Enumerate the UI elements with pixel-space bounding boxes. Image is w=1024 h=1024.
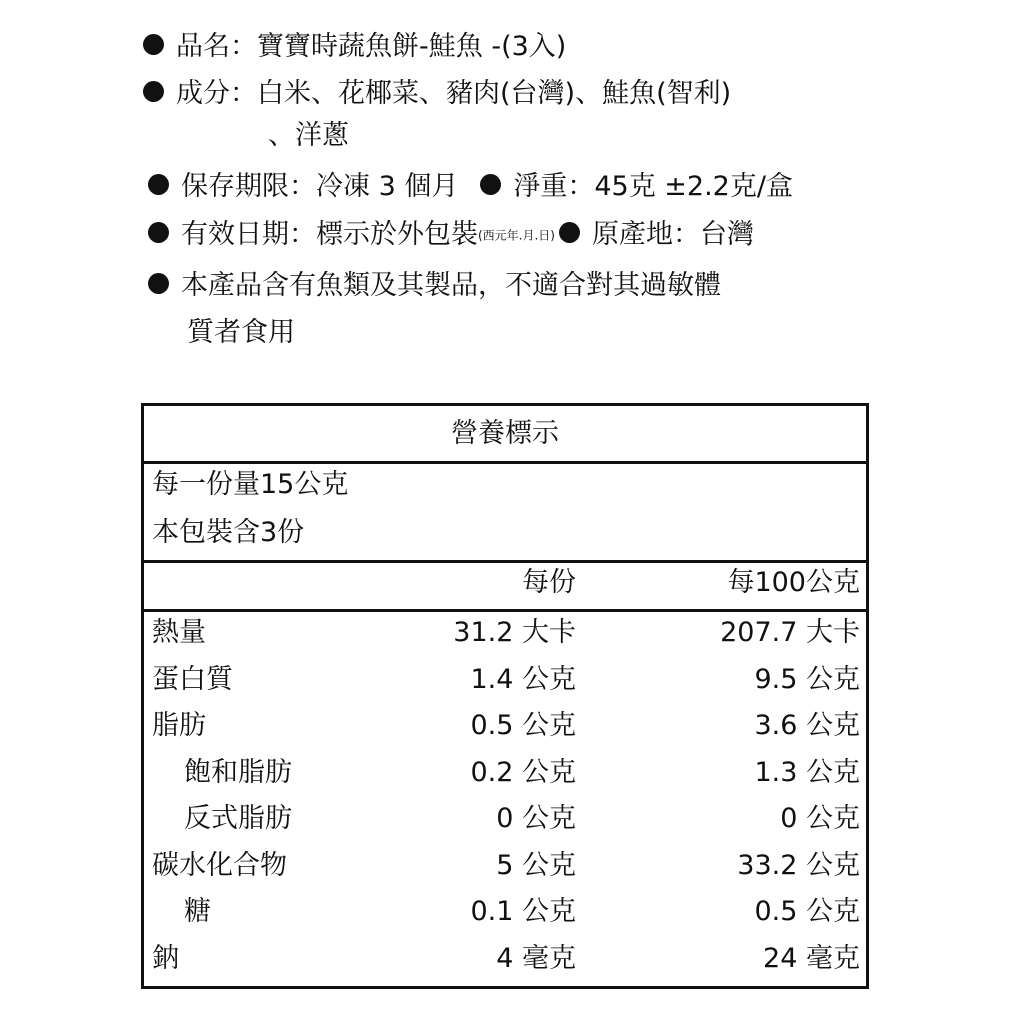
bullet-icon (143, 81, 164, 102)
nutrient-per-serving: 0 公克 (496, 803, 576, 834)
nutrient-per-100g: 1.3 公克 (754, 756, 860, 788)
table-row (144, 849, 866, 895)
ingredients-line-2: 、洋蔥 (268, 120, 349, 151)
product-name-value: 寶寶時蔬魚餅-鮭魚 -(3入) (257, 31, 567, 62)
nutrient-per-serving: 1.4 公克 (470, 663, 576, 695)
allergen-line (148, 269, 721, 303)
nutrient-per-serving: 0.2 公克 (470, 756, 576, 788)
nutrient-per-serving: 0.1 公克 (470, 896, 576, 927)
allergen-text: 本產品含有魚類及其製品，不適合對其過敏體 (181, 270, 721, 301)
table-row (144, 756, 866, 802)
nutrient-per-100g: 3.6 公克 (754, 710, 860, 741)
nutrient-name: 熱量 (152, 617, 206, 648)
product-name-label: 品名： (176, 31, 257, 62)
nutrient-per-serving: 4 毫克 (496, 942, 576, 974)
product-name-line (143, 30, 566, 64)
table-row (144, 802, 866, 848)
nutrient-name: 反式脂肪 (184, 803, 292, 834)
shelf-life-value: 冷凍 3 個月 (316, 171, 459, 202)
bullet-icon (143, 34, 164, 55)
divider (144, 609, 866, 612)
table-row (144, 942, 866, 988)
net-weight-label: 淨重： (513, 171, 595, 202)
serving-size: 每一份量15公克 (152, 469, 349, 500)
expiry-value: 標示於外包裝 (316, 219, 478, 250)
nutrition-table (141, 403, 869, 989)
nutrient-name: 脂肪 (152, 710, 206, 741)
bullet-icon (480, 174, 501, 195)
expiry-note: (西元年.月.日) (478, 228, 555, 243)
table-row (144, 616, 866, 662)
nutrient-name: 糖 (184, 896, 211, 927)
table-row (144, 663, 866, 709)
bullet-icon (148, 222, 169, 243)
nutrient-per-serving: 31.2 大卡 (453, 617, 576, 648)
bullet-icon (148, 174, 169, 195)
nutrition-title: 營養標示 (451, 418, 559, 449)
ingredients-label: 成分： (176, 78, 257, 109)
origin-label: 原產地： (592, 219, 700, 250)
nutrient-per-100g: 33.2 公克 (737, 849, 860, 881)
table-row (144, 709, 866, 755)
nutrient-per-100g: 0.5 公克 (754, 896, 860, 927)
nutrient-name: 鈉 (152, 942, 179, 974)
col-per-serving: 每份 (522, 567, 576, 598)
shelf-life-line (148, 170, 793, 204)
bullet-icon (148, 273, 169, 294)
nutrient-name: 碳水化合物 (152, 849, 287, 881)
nutrient-per-100g: 9.5 公克 (754, 663, 860, 695)
bullet-icon (559, 222, 580, 243)
nutrient-per-100g: 207.7 大卡 (720, 617, 860, 648)
table-row (144, 895, 866, 941)
expiry-label: 有效日期： (181, 219, 316, 250)
origin-value: 台灣 (700, 219, 754, 250)
allergen-line-2: 質者食用 (187, 317, 295, 348)
ingredients-value: 白米、花椰菜、豬肉(台灣)、鮭魚(智利) (257, 78, 732, 109)
col-per-100g: 每100公克 (727, 567, 860, 598)
nutrient-name: 蛋白質 (152, 663, 233, 695)
nutrient-per-serving: 0.5 公克 (470, 710, 576, 741)
nutrient-name: 飽和脂肪 (184, 756, 292, 788)
ingredients-line (143, 77, 731, 111)
shelf-life-label: 保存期限： (181, 171, 316, 202)
divider (144, 560, 866, 563)
net-weight-value: 45克 ±2.2克/盒 (594, 171, 793, 202)
servings-per-pack: 本包裝含3份 (152, 517, 305, 548)
expiry-line (148, 218, 754, 253)
nutrient-per-100g: 0 公克 (780, 803, 860, 834)
nutrient-per-serving: 5 公克 (496, 849, 576, 881)
nutrient-per-100g: 24 毫克 (763, 942, 860, 974)
divider (144, 461, 866, 464)
